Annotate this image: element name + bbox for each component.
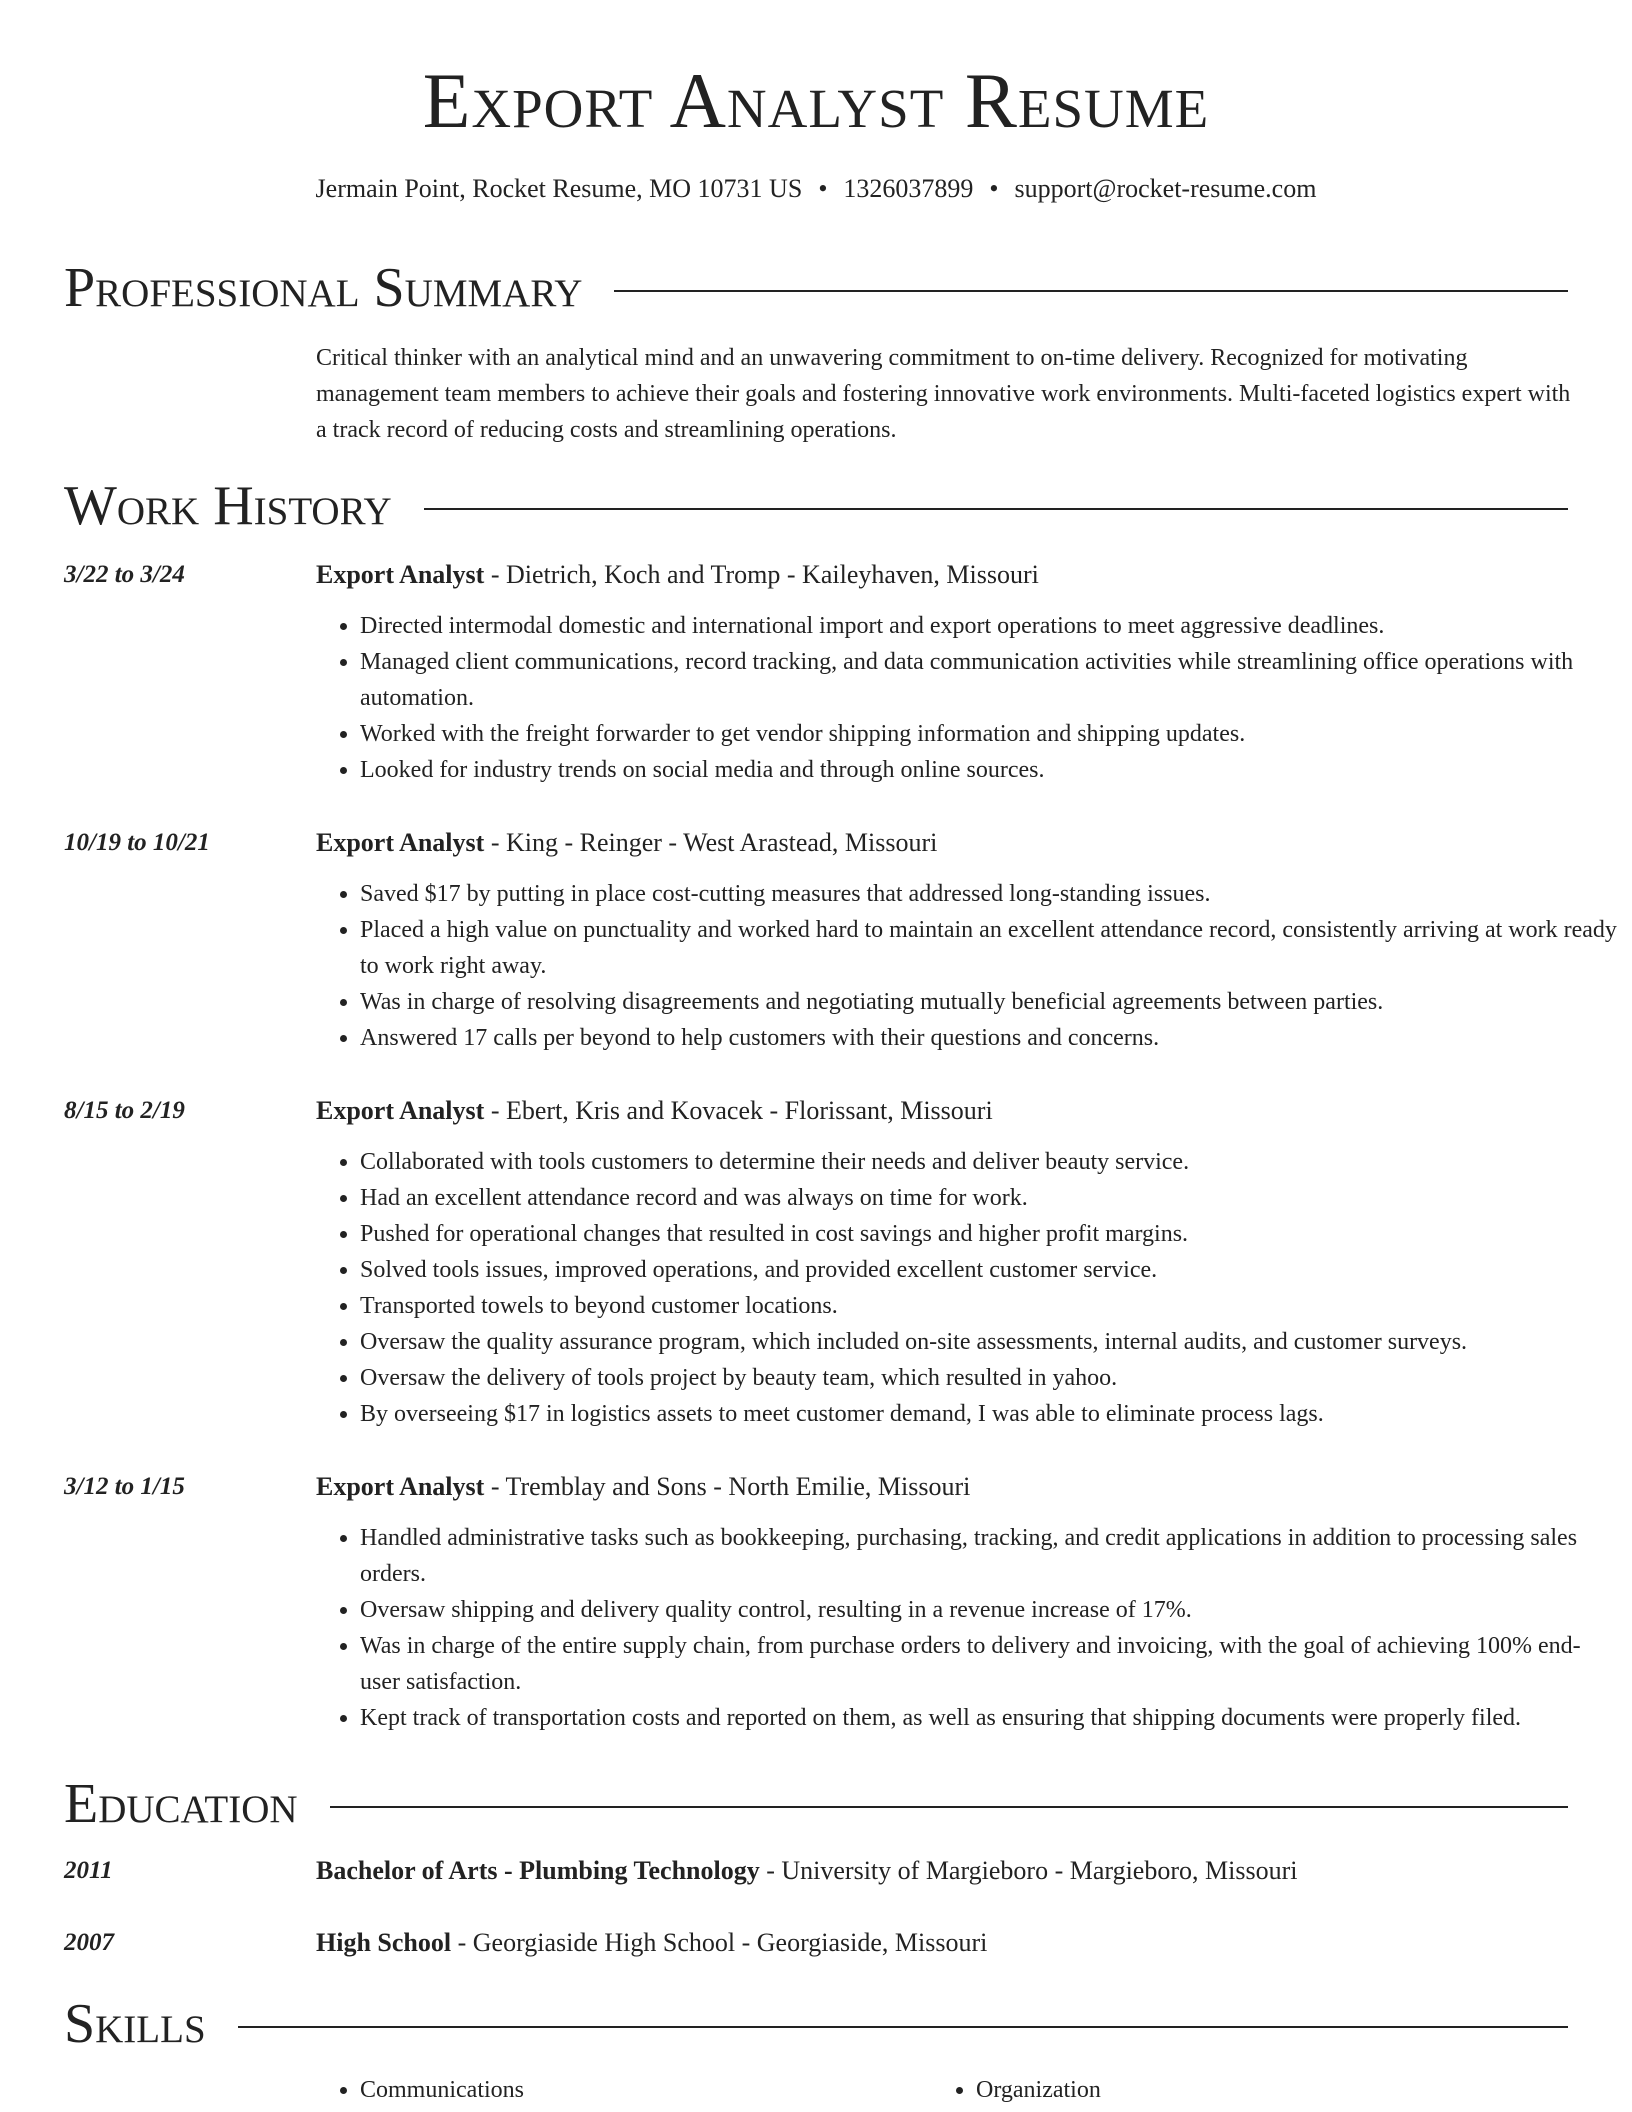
job-bullet: • Saved $17 by putting in place cost-cutting measures that addressed long-standing issues. bbox=[360, 876, 1620, 912]
job-bullet: • Oversaw shipping and delivery quality control, resulting in a revenue increase of 17%. bbox=[360, 1592, 1620, 1628]
job-employer: - King - Reinger - West Arastead, Missouri bbox=[484, 828, 938, 857]
job-role bbox=[316, 562, 1039, 588]
section-rule bbox=[238, 2026, 1568, 2028]
job-dates: 3/12 to 1/15 bbox=[64, 1473, 185, 1500]
section-header-education bbox=[64, 1773, 1568, 1835]
job-bullet: • Looked for industry trends on social media and through online sources. bbox=[360, 752, 1620, 788]
resume-title: Export Analyst Resume bbox=[422, 57, 1210, 144]
job-title: Export Analyst bbox=[316, 560, 485, 589]
education-detail bbox=[316, 1858, 1297, 1884]
job-title: Export Analyst bbox=[316, 1096, 485, 1125]
education-detail bbox=[316, 1930, 987, 1956]
job-title: Export Analyst bbox=[316, 1472, 485, 1501]
job-bullet: • Placed a high value on punctuality and worked hard to maintain an excellent attendance record, consistently arriving at work ready to work right away. bbox=[360, 912, 1620, 984]
job-bullet: • Answered 17 calls per beyond to help customers with their questions and concerns. bbox=[360, 1020, 1620, 1056]
section-title-work: Work History bbox=[64, 475, 392, 537]
section-rule bbox=[330, 1806, 1568, 1808]
job-bullets bbox=[316, 1144, 1620, 1432]
education-school: - Georgiaside High School - Georgiaside, Missouri bbox=[451, 1928, 988, 1957]
section-header-skills bbox=[64, 1993, 1568, 2055]
job-bullets bbox=[316, 608, 1620, 788]
job-bullet: • Oversaw the delivery of tools project by beauty team, which resulted in yahoo. bbox=[360, 1360, 1620, 1396]
job-bullet: • Was in charge of resolving disagreements and negotiating mutually beneficial agreements between parties. bbox=[360, 984, 1620, 1020]
contact-address: Jermain Point, Rocket Resume, MO 10731 US bbox=[315, 174, 803, 203]
section-title-skills: Skills bbox=[64, 1993, 206, 2055]
job-bullet: • Kept track of transportation costs and reported on them, as well as ensuring that shipping documents were properly filed. bbox=[360, 1700, 1620, 1736]
job-bullet: • Had an excellent attendance record and was always on time for work. bbox=[360, 1180, 1620, 1216]
job-dates: 8/15 to 2/19 bbox=[64, 1097, 185, 1124]
job-bullet: • By overseeing $17 in logistics assets to meet customer demand, I was able to eliminate process lags. bbox=[360, 1396, 1620, 1432]
education-degree: High School bbox=[316, 1928, 452, 1957]
contact-separator: • bbox=[818, 174, 828, 203]
job-bullet: • Handled administrative tasks such as bookkeeping, purchasing, tracking, and credit applications in addition to processing sales orders. bbox=[360, 1520, 1620, 1592]
job-dates: 10/19 to 10/21 bbox=[64, 829, 210, 856]
job-bullet: • Managed client communications, record tracking, and data communication activities while streamlining office operations with automation. bbox=[360, 644, 1620, 716]
skill-item: • Organization bbox=[976, 2074, 1592, 2106]
summary-text: Critical thinker with an analytical mind and an unwavering commitment to on-time delivery. Recognized for motivating management team members to achieve their goals and fostering innovative work environments. Multi-faceted logistics expert with a track record of reducing costs and streamlining operations. bbox=[316, 345, 1571, 443]
job-employer: - Dietrich, Koch and Tromp - Kaileyhaven, Missouri bbox=[484, 560, 1039, 589]
job-role bbox=[316, 1098, 993, 1124]
education-school: - University of Margieboro - Margieboro, Missouri bbox=[759, 1856, 1298, 1885]
job-bullet: • Was in charge of the entire supply chain, from purchase orders to delivery and invoicing, with the goal of achieving 100% end-user satisfaction. bbox=[360, 1628, 1620, 1700]
job-bullets bbox=[316, 1520, 1620, 1736]
job-role bbox=[316, 830, 937, 856]
job-bullet: • Worked with the freight forwarder to get vendor shipping information and shipping updates. bbox=[360, 716, 1620, 752]
job-bullet: • Transported towels to beyond customer locations. bbox=[360, 1288, 1620, 1324]
job-role bbox=[316, 1474, 970, 1500]
section-title-education: Education bbox=[64, 1773, 298, 1835]
job-bullet: • Solved tools issues, improved operations, and provided excellent customer service. bbox=[360, 1252, 1620, 1288]
section-header-summary bbox=[64, 257, 1568, 319]
job-dates: 3/22 to 3/24 bbox=[64, 561, 185, 588]
section-header-work bbox=[64, 475, 1568, 537]
education-year: 2011 bbox=[64, 1857, 113, 1884]
job-employer: - Tremblay and Sons - North Emilie, Missouri bbox=[484, 1472, 971, 1501]
contact-email: support@rocket-resume.com bbox=[1014, 174, 1317, 203]
job-title: Export Analyst bbox=[316, 828, 485, 857]
contact-line bbox=[0, 176, 1632, 202]
section-rule bbox=[614, 290, 1568, 292]
job-bullet: • Pushed for operational changes that resulted in cost savings and higher profit margins. bbox=[360, 1216, 1620, 1252]
job-bullet: • Oversaw the quality assurance program, which included on-site assessments, internal audits, and customer surveys. bbox=[360, 1324, 1620, 1360]
job-bullet: • Directed intermodal domestic and international import and export operations to meet aggressive deadlines. bbox=[360, 608, 1620, 644]
section-title-summary: Professional Summary bbox=[64, 257, 583, 319]
contact-separator: • bbox=[989, 174, 999, 203]
education-degree: Bachelor of Arts - Plumbing Technology bbox=[316, 1856, 760, 1885]
job-bullet: • Collaborated with tools customers to determine their needs and deliver beauty service. bbox=[360, 1144, 1620, 1180]
job-employer: - Ebert, Kris and Kovacek - Florissant, Missouri bbox=[484, 1096, 993, 1125]
contact-phone: 1326037899 bbox=[843, 174, 974, 203]
section-rule bbox=[424, 508, 1568, 510]
skills-list bbox=[316, 2074, 1556, 2106]
skill-item: • Communications bbox=[360, 2074, 976, 2106]
job-bullets bbox=[316, 876, 1620, 1056]
education-year: 2007 bbox=[64, 1929, 114, 1956]
